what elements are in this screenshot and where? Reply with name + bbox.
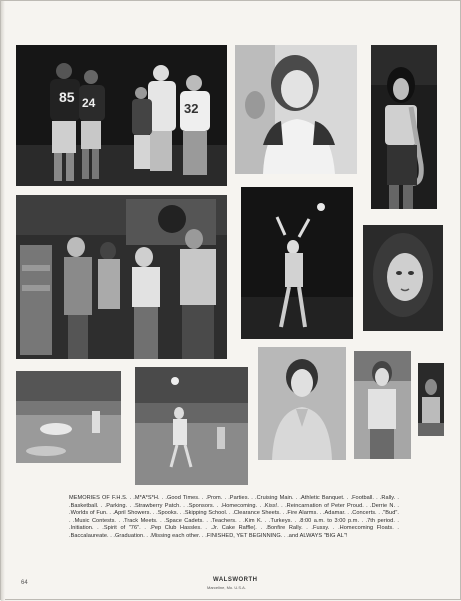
page-number: 64 bbox=[21, 580, 28, 586]
scan-edge bbox=[1, 1, 5, 601]
jersey-number-24: 24 bbox=[82, 96, 96, 110]
publisher-name: WALSWORTH bbox=[213, 577, 258, 583]
publisher-location: Marceline, Mo. U.S.A. bbox=[207, 585, 246, 590]
photo-student-portrait bbox=[235, 45, 357, 174]
photo-girl-portrait bbox=[363, 225, 443, 331]
photo-volleyball-spike bbox=[241, 187, 353, 339]
photo-crowd-assembly bbox=[16, 195, 227, 359]
photo-gym-floor bbox=[16, 371, 121, 463]
memories-caption: MEMORIES OF F.H.S. . .M*A*S*H. . .Good Times. . .Prom. . .Parties. . .Cruising Main. . .Athletic Banquet. . .Football. . .Rally. . .Basketball. . .Parking. . .Strawberry Patch. . .Sponsors. . .Homecoming. . .Kiss!. . .Reincarnation of Peter Proud. . .Derrie N. . .Worlds of Fun. . .April Showers. . .Spooks. . .Skipping School. . .Clearance Sheets. . .Fire Alarms. . .Adamar. . .Concerts. . ."Bud". . .Music Contests. . .Track Meets. . .Space Cadets. . .Teachers. . .Kim K. . .Turkeys. . .8:00 a.m. to 3:00 p.m. . .7th period. . .Initiation. . .Spirit of "76". . .Pep Club Hassles. . .Jr. Cake Raffle(. . .Bonfire Rally. . .Fussy. . .Homecoming Floats. . .Baccalaureate. . .Graduation. . .Missing each other. . .FINISHED, YET BEGINNING. . .and ALWAYS "BIG AL"! bbox=[69, 495, 399, 539]
photo-volleyball-match bbox=[135, 367, 248, 485]
jersey-number-85: 85 bbox=[59, 89, 75, 105]
jersey-number-32: 32 bbox=[184, 101, 199, 116]
photo-student-outdoors bbox=[354, 351, 411, 459]
photo-small-group bbox=[418, 363, 444, 436]
photo-saxophone-player bbox=[371, 45, 437, 209]
photo-boy-portrait bbox=[258, 347, 346, 460]
photo-football-players bbox=[16, 45, 227, 186]
